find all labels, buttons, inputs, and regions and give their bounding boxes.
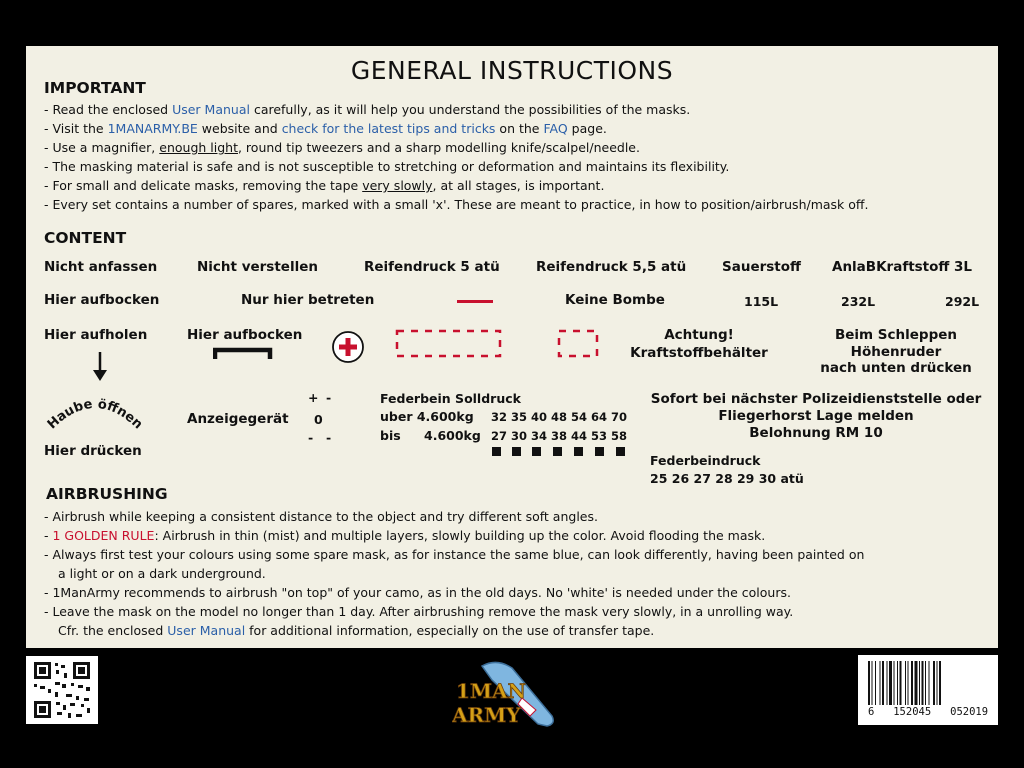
barcode-bar [887, 661, 888, 705]
stencil-keine-bombe: Keine Bombe [565, 292, 665, 308]
barcode-bar [939, 661, 941, 705]
barcode-bar [933, 661, 935, 705]
airbrushing-line-3a: - Always first test your colours using some spare mask, as for instance the same blue, can look differently, having been painted on [44, 547, 865, 562]
stencil-sofort-line-1: Sofort bei nächster Polizeidienststelle oder [650, 391, 982, 407]
barcode-bar [915, 661, 918, 705]
barcode-bar [880, 661, 881, 705]
barcode-bar [900, 661, 902, 705]
golden-rule-label: 1 GOLDEN RULE [52, 528, 155, 543]
stencil-232l: 232L [841, 294, 876, 309]
stencil-hier-aufbocken-2: Hier aufbocken [187, 327, 303, 343]
stencil-uber-values: 32 35 40 48 54 64 70 [491, 410, 628, 424]
stencil-115l: 115L [744, 294, 779, 309]
user-manual-link[interactable]: User Manual [172, 102, 250, 117]
qr-code-icon [26, 656, 98, 724]
barcode-bar [925, 661, 926, 705]
stencil-bis-values: 27 30 34 38 44 53 58 [491, 429, 628, 443]
stencil-nur-hier-betreten: Nur hier betreten [241, 292, 375, 308]
barcode-bar [937, 661, 938, 705]
red-dashed-small-outline [556, 329, 602, 359]
airbrushing-line-1: - Airbrush while keeping a consistent distance to the object and try different soft angles. [44, 509, 598, 524]
red-dashed-panel-outline [394, 329, 504, 359]
important-line-1: - Read the enclosed User Manual carefully, as it will help you understand the possibilities of the masks. [44, 102, 691, 117]
jack-bracket-icon [213, 347, 273, 361]
stencil-hoehenruder: Höhenruder [850, 344, 942, 360]
barcode-bar [872, 661, 873, 705]
user-manual-link-2[interactable]: User Manual [167, 623, 246, 638]
airbrushing-line-4: - 1ManArmy recommends to airbrush "on top" of your camo, as in the old days. No 'white' is needed under the colours. [44, 585, 791, 600]
stencil-reifendruck-55: Reifendruck 5,5 atü [536, 259, 687, 275]
black-squares-row [492, 447, 642, 458]
website-link[interactable]: 1MANARMY.BE [107, 121, 198, 136]
gauge-minus-right: - [326, 430, 332, 445]
stencil-federbein-solldruck: Federbein Solldruck [380, 391, 521, 406]
barcode-bar [897, 661, 898, 705]
instruction-sheet [26, 46, 998, 648]
important-line-6: - Every set contains a number of spares, marked with a small 'x'. These are meant to practice, in how to position/airbrush/mask off. [44, 197, 869, 212]
important-line-5: - For small and delicate masks, removing the tape very slowly, at all stages, is important. [44, 178, 605, 193]
stencil-bis: bis [380, 428, 401, 443]
barcode-bar [929, 661, 930, 705]
barcode-bar [911, 661, 913, 705]
stencil-achtung: Achtung! [664, 327, 734, 343]
stencil-nach-unten-druecken: nach unten drücken [820, 360, 972, 376]
barcode-bar [875, 661, 876, 705]
red-cross-icon [331, 330, 365, 364]
airbrushing-line-5: - Leave the mask on the model no longer than 1 day. After airbrushing remove the mask very slowly, in a unrolling way. [44, 604, 794, 619]
barcode-digits: 6 152045 052019 [867, 706, 989, 718]
stencil-haube-oeffnen [40, 388, 150, 440]
stencil-anzeigegeraet: Anzeigegerät [187, 411, 289, 427]
barcode-bar [905, 661, 906, 705]
svg-text:Haube öffnen: Haube öffnen [44, 396, 146, 433]
stencil-federbeindruck-values: 25 26 27 28 29 30 atü [650, 471, 804, 486]
stencil-hier-aufholen: Hier aufholen [44, 327, 148, 343]
barcode-bar [868, 661, 870, 705]
barcode-bar [922, 661, 924, 705]
airbrushing-heading: AIRBRUSHING [46, 485, 168, 503]
gauge-plus: + [308, 390, 319, 405]
down-arrow-icon [90, 352, 110, 382]
important-line-4: - The masking material is safe and is not susceptible to stretching or deformation and maintains its flexibility. [44, 159, 730, 174]
stencil-anlass-kraftstoff: AnlaBKraftstoff 3L [832, 259, 973, 275]
stencil-292l: 292L [945, 294, 980, 309]
important-heading: IMPORTANT [44, 79, 146, 97]
stencil-sofort-line-3: Belohnung RM 10 [749, 425, 883, 441]
red-walkway-line [457, 300, 493, 303]
barcode-bar [889, 661, 892, 705]
stencil-federbeindruck: Federbeindruck [650, 453, 761, 468]
airbrushing-line-2: - 1 GOLDEN RULE: Airbrush in thin (mist) and multiple layers, slowly building up the color. Avoid flooding the mask. [44, 528, 766, 543]
stencil-nicht-verstellen: Nicht verstellen [197, 259, 318, 275]
barcode-box[interactable] [858, 655, 998, 725]
barcode-icon [868, 661, 990, 705]
stencil-hier-aufbocken: Hier aufbocken [44, 292, 160, 308]
page-title: GENERAL INSTRUCTIONS [350, 56, 674, 85]
gauge-minus-left: - [308, 430, 314, 445]
airbrushing-line-3b: a light or on a dark underground. [58, 566, 266, 581]
stencil-uber: uber 4.600kg [380, 409, 474, 424]
barcode-bar [894, 661, 895, 705]
stencil-sofort-line-2: Fliegerhorst Lage melden [718, 408, 914, 424]
faq-link[interactable]: FAQ [543, 121, 568, 136]
important-line-2: - Visit the 1MANARMY.BE website and check for the latest tips and tricks on the FAQ page. [44, 121, 607, 136]
barcode-bar [882, 661, 884, 705]
1manarmy-logo [452, 658, 558, 730]
stencil-reifendruck-5: Reifendruck 5 atü [364, 259, 500, 275]
svg-text:ARMY: ARMY [452, 703, 521, 727]
content-heading: CONTENT [44, 229, 127, 247]
stencil-bis-kg: 4.600kg [424, 428, 481, 443]
qr-code-box[interactable] [26, 656, 98, 724]
gauge-zero: 0 [314, 412, 323, 427]
stencil-sauerstoff: Sauerstoff [722, 259, 801, 275]
gauge-minus: - [326, 390, 332, 405]
svg-text:1MAN: 1MAN [456, 679, 526, 703]
important-line-3: - Use a magnifier, enough light, round tip tweezers and a sharp modelling knife/scalpel/needle. [44, 140, 640, 155]
barcode-bar [908, 661, 909, 705]
stencil-nicht-anfassen: Nicht anfassen [44, 259, 158, 275]
airbrushing-line-6: Cfr. the enclosed User Manual for additional information, especially on the use of transfer tape. [58, 623, 655, 638]
stencil-hier-druecken: Hier drücken [44, 443, 142, 459]
barcode-bar [919, 661, 920, 705]
tips-link[interactable]: check for the latest tips and tricks [281, 121, 496, 136]
stencil-kraftstoffbehaelter: Kraftstoffbehälter [630, 345, 768, 361]
stencil-beim-schleppen: Beim Schleppen [834, 327, 958, 343]
